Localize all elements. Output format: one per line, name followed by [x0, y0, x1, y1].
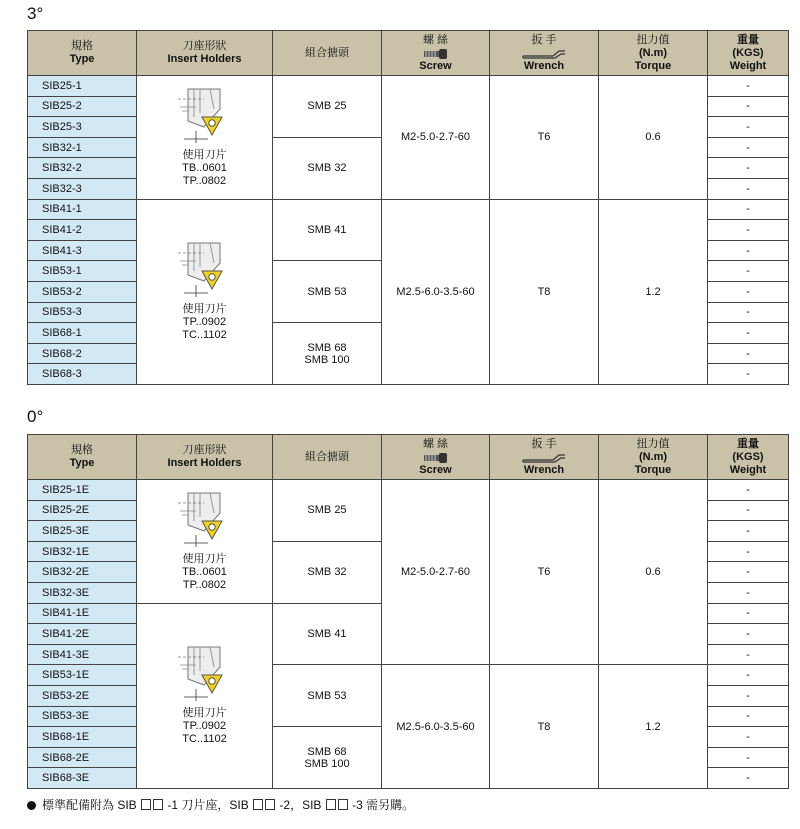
type-cell: SIB53-1E — [28, 665, 137, 686]
type-cell: SIB53-1 — [28, 261, 137, 282]
header-boring-bar: 組合搪頭 — [273, 435, 382, 480]
weight-cell: - — [708, 281, 789, 302]
table-header-row — [28, 31, 789, 76]
torque-cell: 1.2 — [599, 199, 708, 384]
holder-insert-code: TP..0902 — [182, 720, 227, 733]
weight-cell: - — [708, 137, 789, 158]
boring-bar-cell: SMB 53 — [273, 665, 382, 727]
spec-table-0deg — [27, 434, 789, 789]
holder-insert-label: 使用刀片 — [182, 707, 227, 720]
holder-insert-code: TP..0802 — [182, 174, 227, 187]
boring-bar-cell: SMB 25 — [273, 480, 382, 542]
holder-insert-label: 使用刀片 — [182, 303, 227, 316]
wrench-icon — [521, 48, 567, 60]
table-row — [28, 480, 789, 501]
torque-cell: 0.6 — [599, 480, 708, 665]
header-screw: 螺 絲 Screw — [382, 31, 490, 76]
table-row — [28, 76, 789, 97]
type-cell: SIB41-2E — [28, 624, 137, 645]
spec-table-3deg — [27, 30, 789, 385]
screw-cell: M2-5.0-2.7-60 — [382, 76, 490, 200]
boring-bar-cell: SMB 68 SMB 100 — [273, 727, 382, 789]
screw-icon — [423, 48, 449, 60]
placeholder-box-icon — [265, 799, 275, 810]
weight-cell: - — [708, 644, 789, 665]
holder-insert-code: TP..0802 — [182, 578, 227, 591]
type-cell: SIB53-2E — [28, 685, 137, 706]
placeholder-box-icon — [326, 799, 336, 810]
weight-cell: - — [708, 727, 789, 748]
holder-insert-code: TP..0902 — [182, 316, 227, 329]
weight-cell: - — [708, 158, 789, 179]
type-cell: SIB32-2 — [28, 158, 137, 179]
weight-cell: - — [708, 117, 789, 138]
header-torque: 扭力值 (N.m) Torque — [599, 31, 708, 76]
weight-cell: - — [708, 582, 789, 603]
type-cell: SIB41-3E — [28, 644, 137, 665]
weight-cell: - — [708, 747, 789, 768]
wrench-cell: T8 — [490, 199, 599, 384]
insert-holder-cell — [137, 199, 273, 384]
weight-cell: - — [708, 665, 789, 686]
weight-cell: - — [708, 521, 789, 542]
type-cell: SIB32-1 — [28, 137, 137, 158]
insert-holder-drawing-icon — [174, 491, 236, 549]
placeholder-box-icon — [338, 799, 348, 810]
weight-cell: - — [708, 624, 789, 645]
type-cell: SIB68-2E — [28, 747, 137, 768]
weight-cell: - — [708, 500, 789, 521]
holder-insert-label: 使用刀片 — [182, 148, 227, 161]
header-type: 規格 Type — [28, 435, 137, 480]
type-cell: SIB25-1 — [28, 76, 137, 97]
weight-cell: - — [708, 768, 789, 789]
weight-cell: - — [708, 364, 789, 385]
header-boring-bar: 組合搪頭 — [273, 31, 382, 76]
placeholder-box-icon — [153, 799, 163, 810]
boring-bar-cell: SMB 68 SMB 100 — [273, 323, 382, 385]
weight-cell: - — [708, 96, 789, 117]
type-cell: SIB68-3 — [28, 364, 137, 385]
insert-holder-drawing-icon — [174, 645, 236, 703]
screw-icon — [423, 452, 449, 464]
type-cell: SIB25-2E — [28, 500, 137, 521]
type-cell: SIB41-3 — [28, 240, 137, 261]
type-cell: SIB32-3 — [28, 178, 137, 199]
wrench-cell: T6 — [490, 480, 599, 665]
type-cell: SIB68-1E — [28, 727, 137, 748]
placeholder-box-icon — [253, 799, 263, 810]
weight-cell: - — [708, 199, 789, 220]
boring-bar-cell: SMB 41 — [273, 199, 382, 261]
weight-cell: - — [708, 685, 789, 706]
screw-cell: M2.5-6.0-3.5-60 — [382, 665, 490, 789]
type-cell: SIB25-1E — [28, 480, 137, 501]
boring-bar-cell: SMB 32 — [273, 137, 382, 199]
weight-cell: - — [708, 562, 789, 583]
weight-cell: - — [708, 178, 789, 199]
table-row — [28, 199, 789, 220]
holder-insert-code: TC..1102 — [182, 733, 227, 746]
header-wrench: 扳 手 Wrench — [490, 31, 599, 76]
header-torque: 扭力值 (N.m) Torque — [599, 435, 708, 480]
weight-cell: - — [708, 261, 789, 282]
type-cell: SIB25-3 — [28, 117, 137, 138]
boring-bar-cell: SMB 53 — [273, 261, 382, 323]
weight-cell: - — [708, 76, 789, 97]
type-cell: SIB53-2 — [28, 281, 137, 302]
boring-bar-cell: SMB 32 — [273, 541, 382, 603]
table-header-row — [28, 435, 789, 480]
type-cell: SIB53-3E — [28, 706, 137, 727]
type-cell: SIB68-1 — [28, 323, 137, 344]
header-wrench: 扳 手 Wrench — [490, 435, 599, 480]
header-type: 規格 Type — [28, 31, 137, 76]
insert-holder-drawing-icon — [174, 241, 236, 299]
insert-holder-cell — [137, 76, 273, 200]
insert-holder-cell — [137, 480, 273, 604]
type-cell: SIB41-1E — [28, 603, 137, 624]
type-cell: SIB32-1E — [28, 541, 137, 562]
holder-insert-code: TB..0601 — [182, 161, 227, 174]
torque-cell: 0.6 — [599, 76, 708, 200]
holder-insert-code: TB..0601 — [182, 565, 227, 578]
type-cell: SIB32-3E — [28, 582, 137, 603]
screw-cell: M2.5-6.0-3.5-60 — [382, 199, 490, 384]
weight-cell: - — [708, 302, 789, 323]
type-cell: SIB41-1 — [28, 199, 137, 220]
type-cell: SIB68-3E — [28, 768, 137, 789]
section-title-0deg: 0° — [27, 407, 44, 426]
torque-cell: 1.2 — [599, 665, 708, 789]
placeholder-box-icon — [141, 799, 151, 810]
header-insert-holders: 刀座形狀 Insert Holders — [137, 435, 273, 480]
weight-cell: - — [708, 240, 789, 261]
type-cell: SIB41-2 — [28, 220, 137, 241]
screw-cell: M2-5.0-2.7-60 — [382, 480, 490, 665]
type-cell: SIB53-3 — [28, 302, 137, 323]
holder-insert-code: TC..1102 — [182, 329, 227, 342]
type-cell: SIB25-2 — [28, 96, 137, 117]
weight-cell: - — [708, 706, 789, 727]
header-insert-holders: 刀座形狀 Insert Holders — [137, 31, 273, 76]
boring-bar-cell: SMB 41 — [273, 603, 382, 665]
holder-insert-label: 使用刀片 — [182, 552, 227, 565]
weight-cell: - — [708, 603, 789, 624]
header-weight: 重量 (KGS) Weight — [708, 435, 789, 480]
header-screw: 螺 絲 Screw — [382, 435, 490, 480]
section-title-3deg: 3° — [27, 4, 44, 23]
wrench-cell: T8 — [490, 665, 599, 789]
footnote: 標準配備附為 SIB -1 刀片座，SIB -2，SIB -3 需另購。 — [27, 796, 414, 813]
wrench-cell: T6 — [490, 76, 599, 200]
type-cell: SIB32-2E — [28, 562, 137, 583]
weight-cell: - — [708, 220, 789, 241]
weight-cell: - — [708, 323, 789, 344]
type-cell: SIB68-2 — [28, 343, 137, 364]
boring-bar-cell: SMB 25 — [273, 76, 382, 138]
wrench-icon — [521, 452, 567, 464]
weight-cell: - — [708, 480, 789, 501]
type-cell: SIB25-3E — [28, 521, 137, 542]
header-weight: 重量 (KGS) Weight — [708, 31, 789, 76]
weight-cell: - — [708, 541, 789, 562]
weight-cell: - — [708, 343, 789, 364]
bullet-icon — [27, 801, 36, 810]
insert-holder-cell — [137, 603, 273, 788]
insert-holder-drawing-icon — [174, 87, 236, 145]
